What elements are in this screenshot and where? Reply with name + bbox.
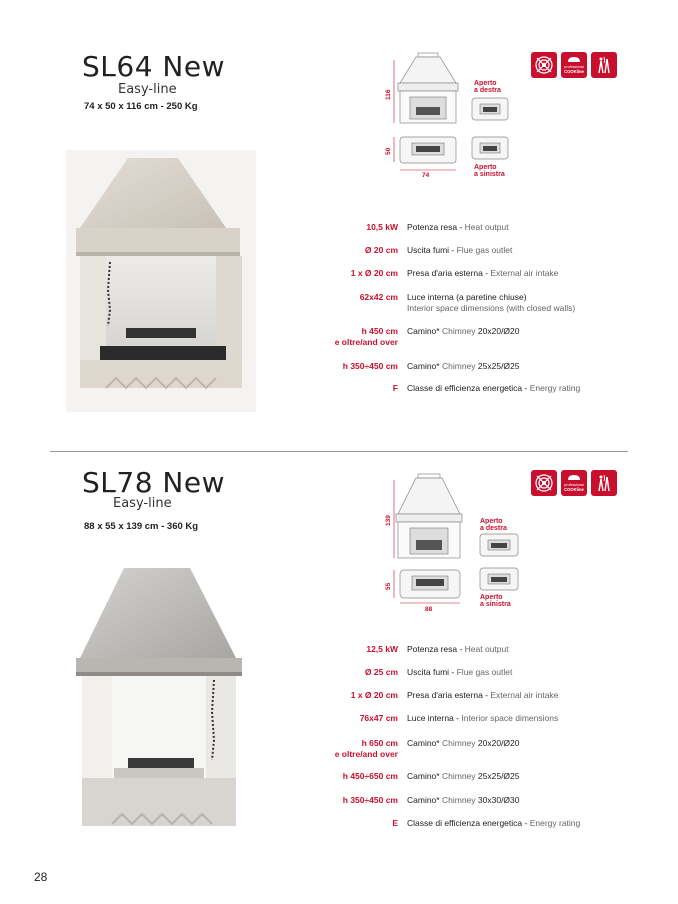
heat-rings-icon bbox=[531, 470, 557, 496]
product-dimensions: 74 x 50 x 116 cm - 250 Kg bbox=[84, 101, 198, 112]
spec-extra: 25x25/Ø25 bbox=[477, 361, 520, 371]
product-title: SL64 New bbox=[82, 50, 225, 83]
open-left-label-2: a sinistra bbox=[480, 601, 511, 608]
spec-label-en: Interior space dimensions bbox=[461, 713, 559, 723]
fire-people-icon bbox=[591, 52, 617, 78]
spec-label-en: External air intake bbox=[490, 690, 559, 700]
spec-label-it: Classe di efficienza energetica bbox=[407, 383, 523, 393]
spec-value: h 350÷450 cm bbox=[342, 795, 398, 805]
spec-value-note: e oltre/and over bbox=[334, 749, 398, 759]
product-title: SL78 New bbox=[82, 466, 225, 499]
spec-label-en: Chimney bbox=[441, 795, 476, 805]
spec-label-it: Uscita fumi bbox=[407, 667, 450, 677]
product-subtitle: Easy-line bbox=[118, 82, 177, 97]
spec-value-note: e oltre/and over bbox=[334, 337, 398, 347]
spec-label-en: Heat output bbox=[464, 644, 509, 654]
heat-rings-icon bbox=[531, 52, 557, 78]
fireplace-photo bbox=[72, 562, 252, 840]
spec-value: 12,5 kW bbox=[366, 644, 398, 654]
spec-label-it: Luce interna (a paretine chiuse) bbox=[407, 292, 527, 302]
technical-diagram bbox=[380, 470, 530, 618]
spec-label-it: Luce interna bbox=[407, 713, 454, 723]
spec-value: 1 x Ø 20 cm bbox=[350, 268, 398, 278]
spec-label-it: Presa d'aria esterna bbox=[407, 268, 483, 278]
spec-label-en: Chimney bbox=[441, 361, 476, 371]
spec-value: 10,5 kW bbox=[366, 222, 398, 232]
spec-value: h 350÷450 cm bbox=[342, 361, 398, 371]
height-label: 116 bbox=[385, 89, 392, 100]
depth-label: 50 bbox=[385, 147, 392, 155]
spec-extra: 30x30/Ø30 bbox=[477, 795, 520, 805]
open-right-label-1: Aperto bbox=[474, 80, 497, 87]
spec-label-en: Interior space dimensions (with closed walls) bbox=[407, 303, 576, 313]
spec-label-it: Camino* bbox=[407, 361, 440, 371]
fireplace-photo bbox=[66, 150, 256, 412]
width-label: 88 bbox=[425, 606, 433, 613]
spec-value: 62x42 cm bbox=[359, 292, 398, 302]
svg-text:professional: professional bbox=[564, 483, 584, 487]
spec-label-it: Camino* bbox=[407, 771, 440, 781]
spec-value: Ø 25 cm bbox=[364, 667, 398, 677]
spec-extra: 20x20/Ø20 bbox=[477, 738, 520, 748]
open-right-label-2: a destra bbox=[480, 525, 507, 532]
spec-value: h 650 cm bbox=[361, 738, 398, 748]
svg-text:professional: professional bbox=[564, 65, 584, 69]
spec-value: 76x47 cm bbox=[359, 713, 398, 723]
open-left-label-2: a sinistra bbox=[474, 171, 505, 178]
fire-people-icon bbox=[591, 470, 617, 496]
spec-value: Ø 20 cm bbox=[364, 245, 398, 255]
open-left-label-1: Aperto bbox=[480, 594, 503, 601]
spec-extra: 20x20/Ø20 bbox=[477, 326, 520, 336]
width-label: 74 bbox=[422, 172, 430, 179]
product-subtitle: Easy-line bbox=[113, 496, 172, 511]
page-number: 28 bbox=[34, 870, 48, 884]
professional-cookline-icon bbox=[561, 470, 587, 496]
open-right-label-1: Aperto bbox=[480, 518, 503, 525]
depth-label: 55 bbox=[385, 582, 392, 590]
spec-label-it: Presa d'aria esterna bbox=[407, 690, 483, 700]
spec-label-en: Chimney bbox=[441, 326, 476, 336]
spec-label-en: Flue gas outlet bbox=[456, 667, 513, 677]
spec-label-it: Potenza resa bbox=[407, 222, 458, 232]
professional-cookline-icon bbox=[561, 52, 587, 78]
spec-value: h 450÷650 cm bbox=[342, 771, 398, 781]
feature-icons bbox=[531, 52, 617, 78]
spec-label-en: Energy rating bbox=[529, 818, 581, 828]
open-left-label-1: Aperto bbox=[474, 164, 497, 171]
product-sl78: SL78 New Easy-line 88 x 55 x 139 cm - 360 Kg 139 55 88 Aperto a destra Aperto a sinistra professional COOKline 12,5 kW Potenza resa - Heat output Ø 25 cm Uscita fumi - Flue gas outlet 1 x Ø 20 cm Presa d'aria esterna - External air intake 76x47 cm Luce interna - Interior space dimensions h 650 cm e oltre/and over Camino* Chimney 20x20/Ø20 h 450÷650 cm Camino* Chimney 25x25/Ø25 h 350÷450 cm Camino* Chimney 30x30/Ø30 E Classe di efficienza energetica - Energy rating bbox=[0, 452, 678, 872]
svg-text:COOKline: COOKline bbox=[564, 69, 584, 74]
open-right-label-2: a destra bbox=[474, 87, 501, 94]
spec-extra: 25x25/Ø25 bbox=[477, 771, 520, 781]
spec-value: h 450 cm bbox=[361, 326, 398, 336]
spec-label-it: Camino* bbox=[407, 738, 440, 748]
product-sl64: SL64 New Easy-line 74 x 50 x 116 cm - 250 Kg 116 50 74 Aperto a destra Aperto a sinistra professional COOKline 10,5 kW Potenza resa - Heat output Ø 20 cm Uscita fumi - Flue gas outlet 1 x Ø 20 cm Presa d'aria esterna - External air intake 62x42 cm Luce interna (a paretine chiuse) Interior space dimensions (with closed walls) h 450 cm e oltre/and over Camino* Chimney 20x20/Ø20 h 350÷450 cm Camino* Chimney 25x25/Ø25 F Classe di efficienza energetica - Energy rating bbox=[0, 0, 678, 452]
spec-label-it: Classe di efficienza energetica bbox=[407, 818, 523, 828]
spec-value: 1 x Ø 20 cm bbox=[350, 690, 398, 700]
spec-label-en: External air intake bbox=[490, 268, 559, 278]
height-label: 139 bbox=[385, 515, 392, 526]
svg-text:COOKline: COOKline bbox=[564, 487, 584, 492]
spec-label-en: Chimney bbox=[441, 771, 476, 781]
spec-label-en: Chimney bbox=[441, 738, 476, 748]
spec-label-en: Flue gas outlet bbox=[456, 245, 513, 255]
technical-diagram bbox=[380, 45, 530, 190]
spec-value: F bbox=[392, 383, 398, 393]
spec-label-it: Camino* bbox=[407, 326, 440, 336]
spec-label-it: Uscita fumi bbox=[407, 245, 450, 255]
spec-label-en: Heat output bbox=[464, 222, 509, 232]
spec-label-it: Potenza resa bbox=[407, 644, 458, 654]
product-dimensions: 88 x 55 x 139 cm - 360 Kg bbox=[84, 521, 199, 532]
spec-label-en: Energy rating bbox=[529, 383, 581, 393]
spec-label-it: Camino* bbox=[407, 795, 440, 805]
feature-icons bbox=[531, 470, 617, 496]
spec-value: E bbox=[392, 818, 398, 828]
